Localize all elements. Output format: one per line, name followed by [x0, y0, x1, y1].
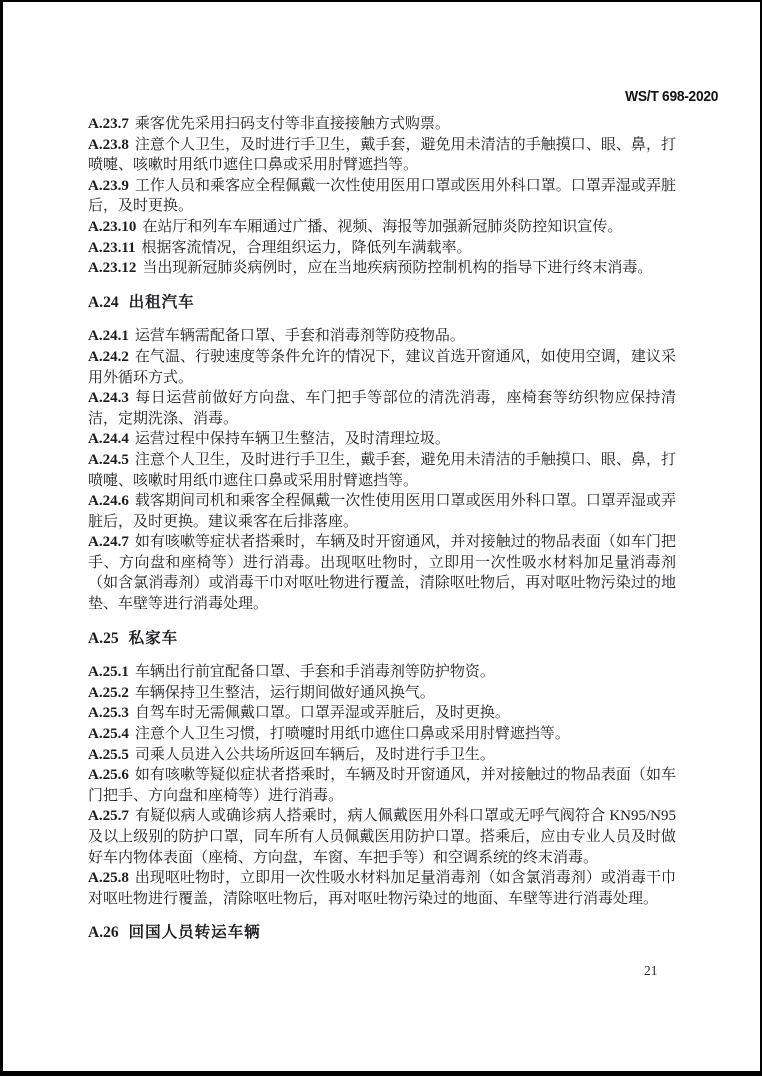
clause-a25-2: [88, 683, 676, 704]
clause-a23-9: [88, 176, 676, 217]
clause-a24-4: [88, 429, 676, 450]
clause-text: 注意个人卫生习惯，打喷嚏时用纸巾遮住口鼻或采用肘臂遮挡等。: [134, 726, 570, 743]
clause-number: A.25.7: [88, 808, 129, 825]
clause-number: A.23.10: [88, 218, 137, 235]
scan-edge-left: [0, 0, 3, 1076]
clause-number: A.25.2: [88, 684, 129, 701]
clause-a23-11: [88, 238, 676, 259]
clause-text: 在气温、行驶速度等条件允许的情况下，建议首选开窗通风，如使用空调，建议采用外循环方式。: [88, 348, 676, 386]
scan-edge-top: [0, 0, 762, 2]
clause-number: A.23.11: [88, 239, 136, 256]
scan-edge-bottom: [0, 1071, 762, 1076]
clause-number: A.24.3: [88, 390, 129, 407]
clause-a25-1: [88, 662, 676, 683]
clause-a25-8: [88, 868, 676, 909]
clause-text: 注意个人卫生，及时进行手卫生，戴手套，避免用未清洁的手触摸口、眼、鼻，打喷嚏、咳嗽时用纸巾遮住口鼻或采用肘臂遮挡等。: [88, 136, 676, 174]
standard-code-header: WS/T 698-2020: [624, 88, 718, 105]
clause-text: 车辆保持卫生整洁，运行期间做好通风换气。: [134, 684, 435, 701]
clause-a24-6: [88, 491, 676, 532]
section-number: A.24: [88, 293, 119, 311]
clause-number: A.25.3: [88, 705, 129, 722]
clause-a23-7: [88, 114, 676, 135]
clause-number: A.24.5: [88, 451, 129, 468]
clause-a25-5: [88, 745, 676, 766]
clause-number: A.25.8: [88, 870, 129, 887]
clause-a24-1: [88, 326, 676, 347]
clause-a24-3: [88, 388, 676, 429]
clause-number: A.24.1: [88, 328, 129, 345]
clause-text: 如有咳嗽等症状者搭乘时，车辆及时开窗通风，并对接触过的物品表面（如车门把手、方向盘和座椅等）进行消毒。出现呕吐物时，立即用一次性吸水材料加足量消毒剂（如含氯消毒剂）或消毒干巾对呕吐物进行覆盖，清除呕吐物后，再对呕吐物污染过的地垫、车壁等进行消毒处理。: [88, 534, 676, 613]
clause-a23-10: [88, 217, 676, 238]
clause-number: A.25.1: [88, 664, 129, 681]
clause-text: 载客期间司机和乘客全程佩戴一次性使用医用口罩或医用外科口罩。口罩弄湿或弄脏后，及时更换。建议乘客在后排落座。: [88, 493, 676, 530]
clause-text: 运营过程中保持车辆卫生整洁，及时清理垃圾。: [134, 431, 450, 448]
clause-number: A.24.2: [88, 348, 129, 365]
clause-text: 自驾车时无需佩戴口罩。口罩弄湿或弄脏后，及时更换。: [134, 705, 510, 722]
clause-a23-12: [88, 258, 676, 279]
clause-number: A.25.5: [88, 746, 129, 763]
clause-a25-3: [88, 703, 676, 724]
clause-text: 车辆出行前宜配备口罩、手套和手消毒剂等防护物资。: [134, 664, 495, 681]
section-heading-a25: [88, 629, 676, 650]
clause-text: 在站厅和列车车厢通过广播、视频、海报等加强新冠肺炎防控知识宣传。: [142, 218, 623, 235]
section-heading-a26: [88, 923, 676, 944]
page-number: 21: [644, 963, 658, 978]
clause-a24-5: [88, 450, 676, 491]
section-number: A.25: [88, 629, 119, 647]
clause-a25-7: [88, 806, 676, 868]
clause-a24-7: [88, 532, 676, 614]
clause-number: A.23.8: [88, 136, 129, 153]
clause-text: 运营车辆需配备口罩、手套和消毒剂等防疫物品。: [134, 328, 465, 345]
clause-number: A.23.7: [88, 116, 129, 132]
clause-text: 如有咳嗽等疑似症状者搭乘时，车辆及时开窗通风，并对接触过的物品表面（如车门把手、方向盘和座椅等）进行消毒。: [88, 767, 676, 804]
clause-text: 工作人员和乘客应全程佩戴一次性使用医用口罩或医用外科口罩。口罩弄湿或弄脏后，及时更换。: [88, 177, 676, 215]
clause-text: 注意个人卫生，及时进行手卫生，戴手套，避免用未清洁的手触摸口、眼、鼻，打喷嚏、咳嗽时用纸巾遮住口鼻或采用肘臂遮挡等。: [88, 451, 676, 489]
section-title: 出租汽车: [128, 293, 195, 311]
clause-text: 根据客流情况，合理组织运力，降低列车满载率。: [141, 239, 472, 256]
section-number: A.26: [88, 924, 119, 942]
clause-text: 有疑似病人或确诊病人搭乘时，病人佩戴医用外科口罩或无呼气阀符合 KN95/N95 及以上级别的防护口罩，同车所有人员佩戴医用防护口罩。搭乘后，应由专业人员及时做好车内物体表面（座椅、方向盘，车窗、车把手等）和空调系统的终末消毒。: [88, 808, 676, 866]
clause-text: 当出现新冠肺炎病例时，应在当地疾病预防控制机构的指导下进行终末消毒。: [142, 260, 653, 277]
clause-number: A.24.4: [88, 431, 129, 448]
clause-number: A.25.4: [88, 726, 129, 743]
clause-a23-8: [88, 135, 676, 176]
document-body: [88, 114, 676, 957]
clause-number: A.23.9: [88, 177, 129, 194]
clause-text: 每日运营前做好方向盘、车门把手等部位的清洗消毒，座椅套等纺织物应保持清洁，定期洗涤、消毒。: [88, 390, 676, 427]
section-title: 私家车: [128, 629, 179, 647]
clause-number: A.23.12: [88, 260, 137, 277]
clause-text: 出现呕吐物时，立即用一次性吸水材料加足量消毒剂（如含氯消毒剂）或消毒干巾对呕吐物进行覆盖，清除呕吐物后，再对呕吐物污染过的地面、车壁等进行消毒处理。: [88, 870, 676, 907]
clause-text: 司乘人员进入公共场所返回车辆后，及时进行手卫生。: [134, 746, 495, 763]
clause-number: A.25.6: [88, 767, 129, 784]
clause-a24-2: [88, 347, 676, 388]
section-title: 回国人员转运车辆: [128, 924, 261, 942]
clause-a25-4: [88, 724, 676, 745]
clause-a25-6: [88, 765, 676, 806]
clause-number: A.24.6: [88, 493, 129, 510]
clause-text: 乘客优先采用扫码支付等非直接接触方式购票。: [134, 116, 450, 132]
section-heading-a24: [88, 293, 676, 314]
clause-number: A.24.7: [88, 534, 129, 551]
